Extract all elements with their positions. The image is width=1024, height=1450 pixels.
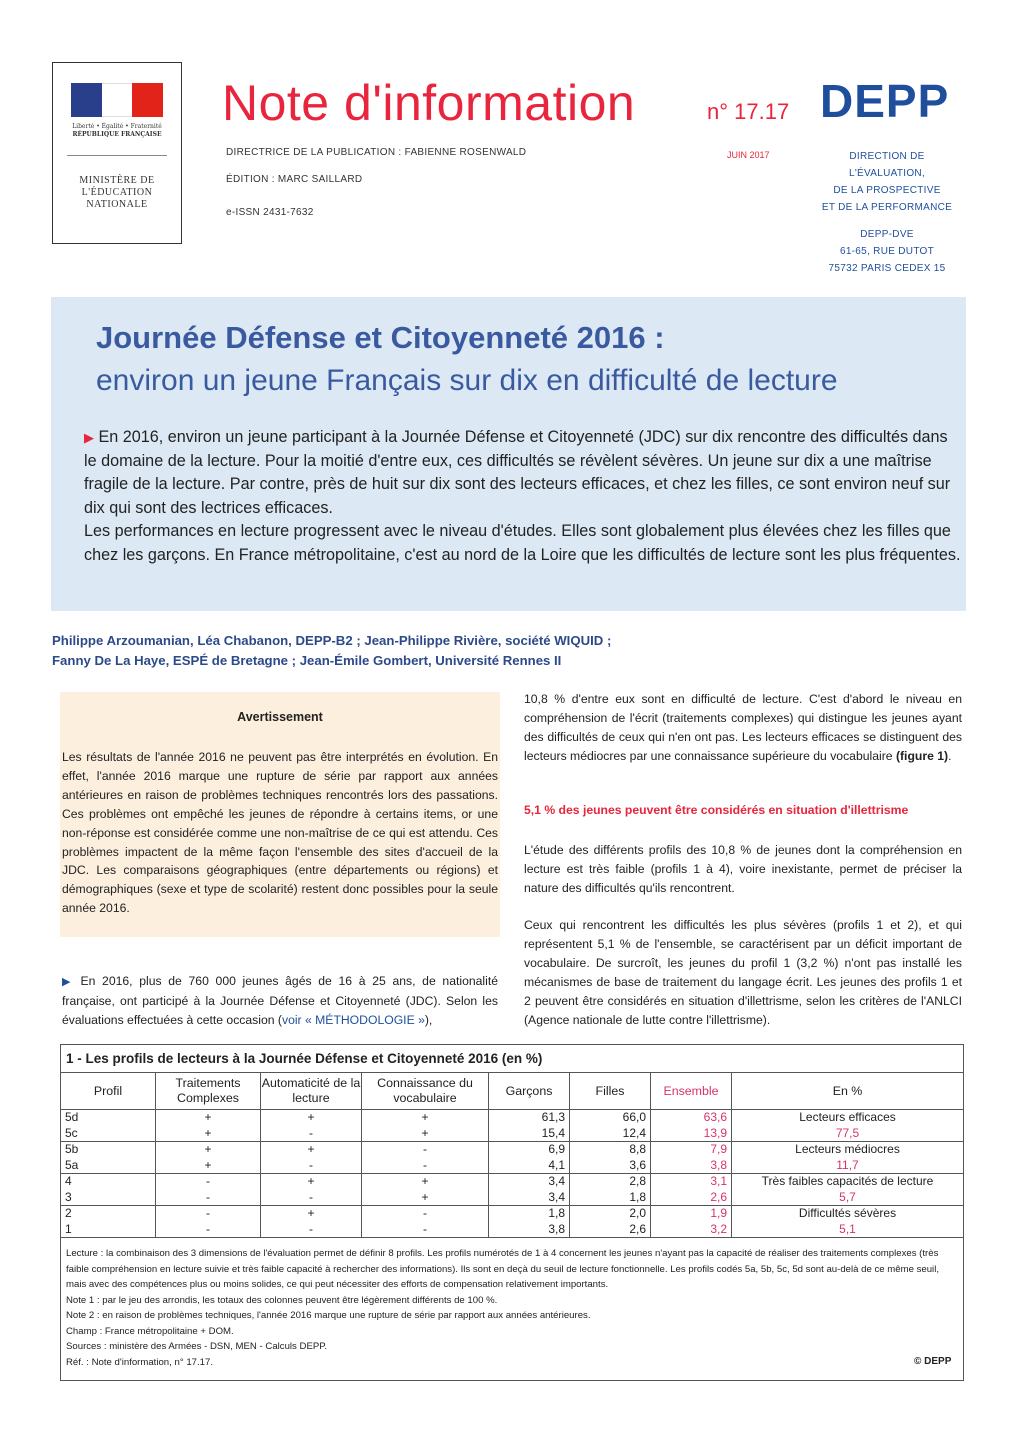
table-cell: -: [362, 1158, 489, 1174]
table-cell: 5c: [61, 1126, 156, 1142]
methodology-link[interactable]: voir « MÉTHODOLOGIE »: [281, 1012, 425, 1027]
table-cell: +: [362, 1126, 489, 1142]
summary-p1: En 2016, environ un jeune participant à la Journée Défense et Citoyenneté (JDC) sur dix rencontre des difficultés dans le domaine de la lecture. Pour la moitié d'entre eux, ces difficultés se révèlent sévères. Un jeune sur dix a une maîtrise fragile de la lecture. Par contre, près de huit sur dix sont des lecteurs efficaces, et chez les filles, ce sont environ neuf sur dix qui sont des lectrices efficaces.: [84, 428, 951, 517]
table-cell: 3,6: [570, 1158, 651, 1174]
table-cell: +: [261, 1110, 362, 1126]
table-cell: 2,6: [570, 1222, 651, 1238]
table-cell: +: [362, 1190, 489, 1206]
copyright: © DEPP: [914, 1356, 952, 1367]
issn-line: e-ISSN 2431-7632: [226, 207, 314, 218]
table-cell: 3,1: [651, 1174, 732, 1190]
table-cell: -: [261, 1126, 362, 1142]
table-cell: 5b: [61, 1142, 156, 1158]
group-cell: 77,5: [732, 1126, 964, 1142]
group-cell: Difficultés sévères: [732, 1206, 964, 1222]
table-cell: 15,4: [489, 1126, 570, 1142]
table-cell: 5d: [61, 1110, 156, 1126]
direction-block: DIRECTION DE L'ÉVALUATION, DE LA PROSPECTIVE ET DE LA PERFORMANCE DEPP-DVE 61-65, RUE DUTOT 75732 PARIS CEDEX 15: [821, 151, 953, 274]
right-paragraph-2: L'étude des différents profils des 10,8 % de jeunes dont la compréhension en lecture est très faible (profils 1 à 4), voire inexistante, permet de préciser la nature des difficultés qu'ils rencontrent.: [524, 843, 962, 895]
table-row: [61, 1206, 964, 1222]
warning-title: Avertissement: [237, 710, 323, 724]
table-cell: -: [156, 1190, 261, 1206]
table-cell: 63,6: [651, 1110, 732, 1126]
table-row: [61, 1110, 964, 1126]
table-row: [61, 1174, 964, 1190]
table-cell: -: [156, 1222, 261, 1238]
table-cell: +: [156, 1158, 261, 1174]
figure-ref: (figure 1): [895, 748, 949, 763]
table-cell: 1,8: [570, 1190, 651, 1206]
summary-title: Journée Défense et Citoyenneté 2016 :: [96, 320, 665, 355]
table-cell: +: [261, 1174, 362, 1190]
logo-ministere: MINISTÈRE DE L'ÉDUCATION NATIONALE: [79, 175, 155, 210]
table-cell: 4,1: [489, 1158, 570, 1174]
group-cell: 5,1: [732, 1222, 964, 1238]
table-cell: +: [156, 1126, 261, 1142]
table-cell: +: [261, 1206, 362, 1222]
table-cell: 5a: [61, 1158, 156, 1174]
table-row: [61, 1126, 964, 1142]
table-cell: 3,4: [489, 1174, 570, 1190]
marianne-flag-icon: [71, 83, 163, 117]
table-row: [61, 1158, 964, 1174]
publication-title: Note d'information: [222, 75, 636, 131]
table-cell: 4: [61, 1174, 156, 1190]
table-cell: 12,4: [570, 1126, 651, 1142]
table-cell: 2: [61, 1206, 156, 1222]
warning-text: Les résultats de l'année 2016 ne peuvent pas être interprétés en évolution. En effet, l'année 2016 marque une rupture de série par rapport aux années antérieures en raison de problèmes techniques rencontrés lors des passations. Ces problèmes ont empêché les jeunes de répondre à certains items, or une non-réponse est considérée comme une non-maîtrise de ce qui est attendu. Ces problèmes impactent de la même façon l'ensemble des sites d'accueil de la JDC. Les comparaisons géographiques (entre départements ou régions) et démographiques (sexe et type de scolarité) restent donc possibles pour la seule année 2016.: [62, 750, 498, 916]
table-cell: +: [362, 1110, 489, 1126]
table-notes: Lecture : la combinaison des 3 dimensions de l'évaluation permet de définir 8 profils. Les profils numérotés de 1 à 4 concernent les jeunes n'ayant pas la capacité de réaliser des traitements complexes (très faible compréhension en lecture suivie et très faible capacité à rechercher des informations). Ils sont en deçà du seuil de lecture fonctionnelle. Les profils codés 5a, 5b, 5c, 5d sont au-delà de ce même seuil, mais avec des compétences plus ou moins solides, ce qui peut nécessiter des efforts de compensation relativement importants. Note 1 : par le jeu des arrondis, les totaux des colonnes peuvent être légèrement différents de 100 %. Note 2 : en raison de problèmes techniques, l'année 2016 marque une rupture de série par rapport aux années antérieures. Champ : France métropolitaine + DOM. Sources : ministère des Armées - DSN, MEN - Calculs DEPP. Réf. : Note d'information, n° 17.17.: [66, 1248, 939, 1368]
table-cell: 8,8: [570, 1142, 651, 1158]
profiles-table: [60, 1072, 964, 1238]
authors: Philippe Arzoumanian, Léa Chabanon, DEPP-B2 ; Jean-Philippe Rivière, société WIQUID ; Fanny De La Haye, ESPÉ de Bretagne ; Jean-Émile Gombert, Université Rennes II: [52, 633, 612, 668]
table-cell: 2,0: [570, 1206, 651, 1222]
table-row: [61, 1222, 964, 1238]
section-heading: 5,1 % des jeunes peuvent être considérés en situation d'illettrisme: [524, 803, 909, 817]
table-cell: -: [362, 1206, 489, 1222]
table-cell: -: [261, 1222, 362, 1238]
table-cell: -: [261, 1190, 362, 1206]
logo-motto: Liberté • Égalité • Fraternité RÉPUBLIQUE FRANÇAISE: [72, 123, 162, 138]
table-cell: 3,8: [489, 1222, 570, 1238]
table-cell: +: [156, 1110, 261, 1126]
triangle-bullet-icon: ▶: [84, 430, 94, 445]
right-paragraph-1: 10,8 % d'entre eux sont en difficulté de lecture. C'est d'abord le niveau en compréhension de l'écrit (traitements complexes) qui distingue les jeunes ayant des difficultés de ceux qui n'en ont pas. Les lecteurs efficaces se distinguent des lecteurs médiocres par une connaissance supérieure du vocabulaire (figure 1).: [524, 692, 962, 763]
table-cell: 1,8: [489, 1206, 570, 1222]
table-cell: +: [362, 1174, 489, 1190]
table-cell: 61,3: [489, 1110, 570, 1126]
depp-brand: DEPP: [820, 75, 950, 127]
table-cell: +: [261, 1142, 362, 1158]
table-cell: +: [156, 1142, 261, 1158]
table-cell: -: [261, 1158, 362, 1174]
table-cell: 1,9: [651, 1206, 732, 1222]
table-cell: -: [156, 1206, 261, 1222]
table-cell: 13,9: [651, 1126, 732, 1142]
summary-subtitle: environ un jeune Français sur dix en difficulté de lecture: [96, 364, 838, 397]
table-cell: 1: [61, 1222, 156, 1238]
table-cell: 6,9: [489, 1142, 570, 1158]
ministry-logo: [52, 62, 182, 244]
table-cell: 3,2: [651, 1222, 732, 1238]
edition-line: ÉDITION : MARC SAILLARD: [226, 174, 363, 185]
table-cell: -: [362, 1142, 489, 1158]
summary-p2: Les performances en lecture progressent avec le niveau d'études. Elles sont globalement plus élevées chez les filles que chez les garçons. En France métropolitaine, c'est au nord de la Loire que les difficultés de lecture sont les plus fréquentes.: [84, 522, 961, 564]
summary-body: [84, 426, 964, 567]
publication-date: JUIN 2017: [727, 150, 770, 160]
col-header: Filles: [570, 1073, 651, 1110]
table-cell: 3: [61, 1190, 156, 1206]
table-header-row: [61, 1073, 964, 1110]
intro-paragraph: ▶ En 2016, plus de 760 000 jeunes âgés de 16 à 25 ans, de nationalité française, ont participé à la Journée Défense et Citoyenneté (JDC). Selon les évaluations effectuées à cette occasion (voir « MÉTHODOLOGIE »),: [62, 974, 498, 1027]
triangle-bullet-icon: ▶: [62, 976, 74, 988]
col-header: Ensemble: [651, 1073, 732, 1110]
issue-number: n° 17.17: [707, 99, 790, 124]
group-cell: Lecteurs médiocres: [732, 1142, 964, 1158]
group-cell: Très faibles capacités de lecture: [732, 1174, 964, 1190]
table-title: 1 - Les profils de lecteurs à la Journée Défense et Citoyenneté 2016 (en %): [66, 1051, 543, 1066]
group-cell: Lecteurs efficaces: [732, 1110, 964, 1126]
col-header: Traitements Complexes: [156, 1073, 261, 1110]
table-cell: 3,4: [489, 1190, 570, 1206]
table-cell: 3,8: [651, 1158, 732, 1174]
group-cell: 11,7: [732, 1158, 964, 1174]
table-cell: 7,9: [651, 1142, 732, 1158]
table-cell: 2,6: [651, 1190, 732, 1206]
col-header: Automaticité de la lecture: [261, 1073, 362, 1110]
table-row: [61, 1190, 964, 1206]
col-header: En %: [732, 1073, 964, 1110]
right-paragraph-3: Ceux qui rencontrent les difficultés les plus sévères (profils 1 et 2), et qui représentent 5,1 % de l'ensemble, se caractérisent par un déficit important de vocabulaire. De surcroît, les jeunes du profil 1 (3,2 %) n'ont pas installé les mécanismes de base de traitement du langage écrit. Les jeunes des profils 1 et 2 peuvent être considérés en situation d'illettrisme, selon les critères de l'ANLCI (Agence nationale de lutte contre l'illettrisme).: [524, 918, 962, 1027]
table-cell: 2,8: [570, 1174, 651, 1190]
col-header: Connaissance du vocabulaire: [362, 1073, 489, 1110]
group-cell: 5,7: [732, 1190, 964, 1206]
table-row: [61, 1142, 964, 1158]
table-cell: -: [362, 1222, 489, 1238]
director-line: DIRECTRICE DE LA PUBLICATION : FABIENNE ROSENWALD: [226, 147, 527, 158]
table-cell: 66,0: [570, 1110, 651, 1126]
table-cell: -: [156, 1174, 261, 1190]
col-header: Garçons: [489, 1073, 570, 1110]
col-header: Profil: [61, 1073, 156, 1110]
